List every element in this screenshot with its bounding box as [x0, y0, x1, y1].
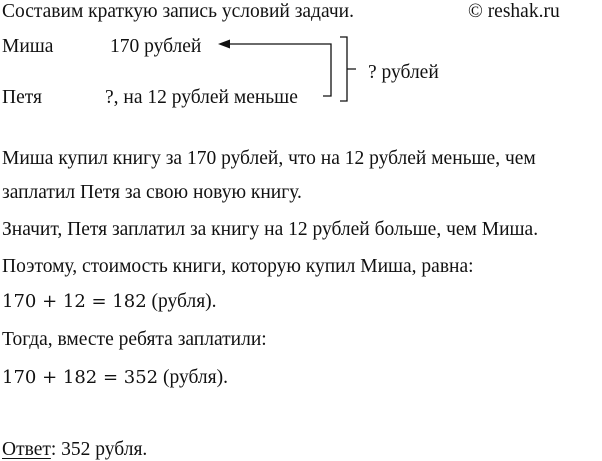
scheme-name-misha: Миша — [2, 36, 54, 57]
answer-line — [2, 440, 147, 460]
formula-1-unit: (рубля). — [151, 291, 217, 312]
intro-text: Составим краткую запись условий задачи. — [2, 1, 354, 22]
answer-text: : 352 рубля. — [50, 439, 148, 460]
formula-line-1 — [2, 292, 217, 312]
solution-line-2: заплатил Петя за свою новую книгу. — [2, 182, 302, 203]
solution-line-3: Значит, Петя заплатил за книгу на 12 рублей больше, чем Миша. — [2, 219, 539, 240]
formula-2-unit: (рубля). — [163, 367, 228, 388]
total-brace — [340, 37, 356, 101]
scheme-value-petya: ?, на 12 рублей меньше — [105, 87, 298, 108]
scheme-value-misha: 170 рублей — [110, 36, 202, 57]
scheme-name-petya: Петя — [2, 87, 42, 108]
formula-1: 170 + 12 = 182 — [2, 291, 147, 312]
solution-line-5: Тогда, вместе ребята заплатили: — [2, 329, 267, 350]
comparison-arrow — [218, 40, 331, 97]
watermark: © reshak.ru — [468, 1, 560, 22]
formula-2: 170 + 182 = 352 — [2, 367, 159, 388]
solution-line-4: Поэтому, стоимость книги, которую купил Миша, равна: — [2, 256, 474, 277]
answer-label: Ответ — [2, 439, 51, 460]
scheme-total: ? рублей — [368, 62, 439, 83]
solution-line-1: Миша купил книгу за 170 рублей, что на 12 рублей меньше, чем — [2, 148, 536, 169]
formula-line-2 — [2, 368, 228, 388]
